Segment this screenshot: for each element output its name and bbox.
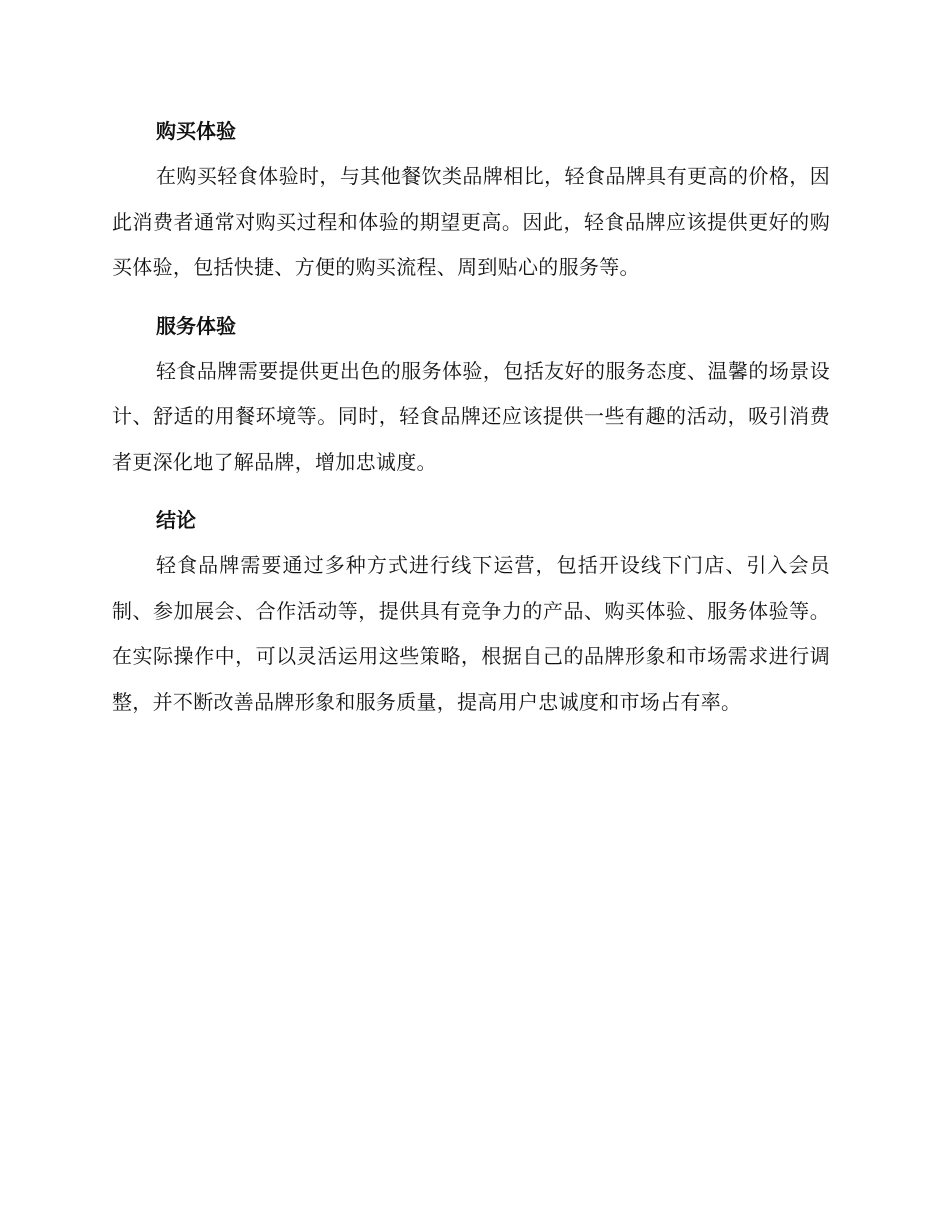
section-paragraph: 轻食品牌需要提供更出色的服务体验，包括友好的服务态度、温馨的场景设计、舒适的用餐环境等。同时，轻食品牌还应该提供一些有趣的活动，吸引消费者更深化地了解品牌，增加忠诚度。 (112, 358, 830, 474)
section-heading: 结论 (156, 508, 196, 532)
section-paragraph: 轻食品牌需要通过多种方式进行线下运营，包括开设线下门店、引入会员制、参加展会、合作活动等，提供具有竞争力的产品、购买体验、服务体验等。在实际操作中，可以灵活运用这些策略，根据自己的品牌形象和市场需求进行调整，并不断改善品牌形象和服务质量，提高用户忠诚度和市场占有率。 (112, 553, 830, 714)
section-paragraph: 在购买轻食体验时，与其他餐饮类品牌相比，轻食品牌具有更高的价格，因此消费者通常对购买过程和体验的期望更高。因此，轻食品牌应该提供更好的购买体验，包括快捷、方便的购买流程、周到贴心的服务等。 (112, 164, 830, 279)
section-service-experience (112, 303, 830, 486)
section-heading: 购买体验 (156, 119, 236, 143)
section-heading: 服务体验 (156, 313, 236, 338)
document-page (112, 108, 830, 737)
section-conclusion (112, 497, 830, 725)
section-purchase-experience (112, 108, 830, 291)
